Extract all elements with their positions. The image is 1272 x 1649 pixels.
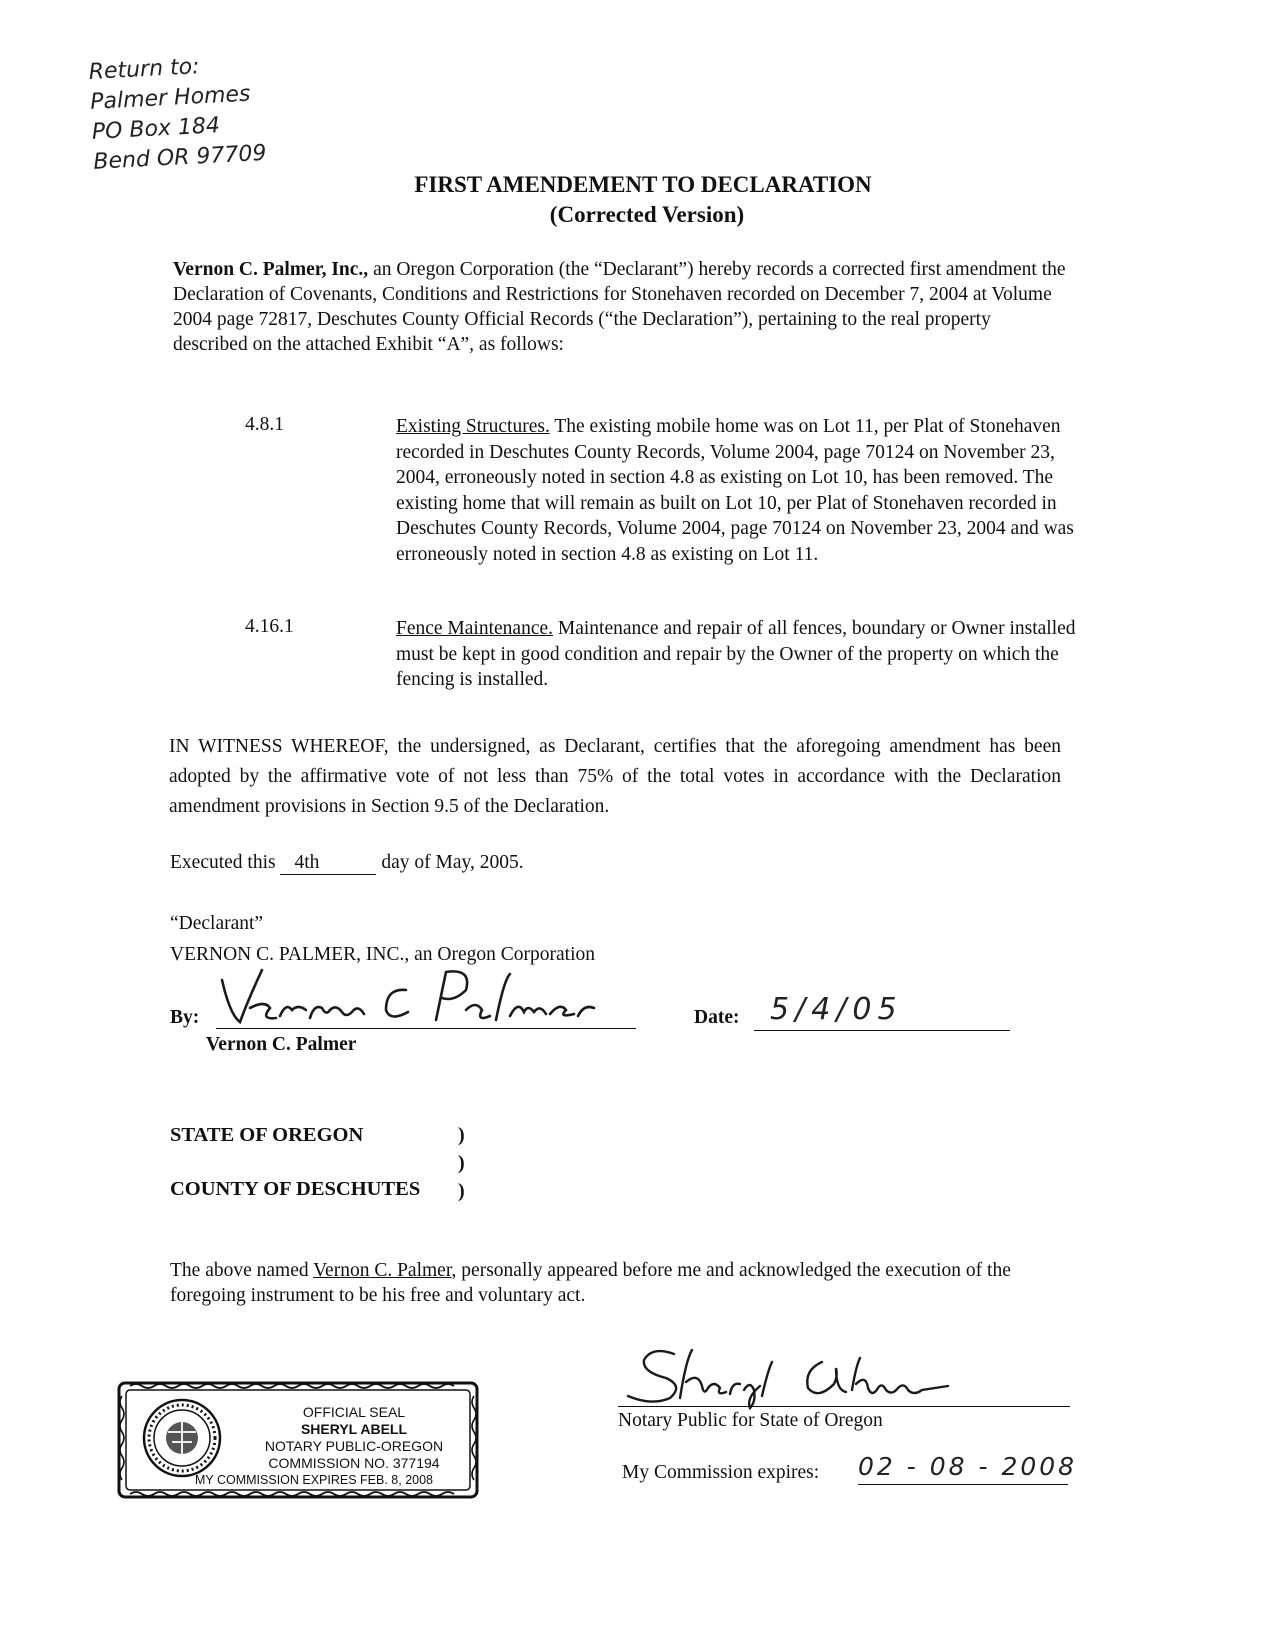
return-address-line: Bend OR 97709 xyxy=(92,140,268,175)
title-line-1: FIRST AMENDEMENT TO DECLARATION xyxy=(414,172,872,197)
intro-text: an Oregon Corporation (the “Declarant”) hereby records a corrected first amendment the Declaration of Covenants, Conditions and Restrictions for Stonehaven recorded on December 7, 2004 at Volume 2004 page 72817, Deschutes County Official Records (“the Declaration”), pertaining to the real property described on the attached Exhibit “A”, as follows: xyxy=(173,259,1066,355)
commission-label: My Commission expires: xyxy=(622,1462,820,1483)
signer-name: Vernon C. Palmer xyxy=(206,1034,357,1055)
section-body xyxy=(396,414,1076,567)
executed-day: 4th xyxy=(280,852,376,875)
notary-signature xyxy=(622,1340,962,1412)
return-address-line: PO Box 184 xyxy=(91,113,221,145)
acknowledgment-paragraph xyxy=(170,1258,1070,1308)
venue-paren: ) xyxy=(458,1152,465,1174)
document-title xyxy=(0,170,1272,230)
executed-prefix: Executed this xyxy=(170,852,281,873)
section-body xyxy=(396,616,1076,693)
venue-county: COUNTY OF DESCHUTES xyxy=(170,1178,421,1200)
seal-expiry: MY COMMISSION EXPIRES FEB. 8, 2008 xyxy=(194,1473,434,1487)
by-label: By: xyxy=(170,1007,200,1028)
date-line xyxy=(754,1030,1010,1031)
intro-paragraph xyxy=(173,257,1068,357)
acknowledgment-prefix: The above named xyxy=(170,1260,314,1281)
commission-line xyxy=(858,1484,1068,1485)
section-text: The existing mobile home was on Lot 11, per Plat of Stonehaven recorded in Deschutes County Records, Volume 2004, page 70124 on November 23, 2004, erroneously noted in section 4.8 as existing on Lot 10, has been removed. The existing home that will remain as built on Lot 10, per Plat of Stonehaven recorded in Deschutes County Records, Volume 2004, page 70124 on November 23, 2004 and was erroneously noted in section 4.8 as existing on Lot 11. xyxy=(396,416,1074,565)
acknowledged-name: Vernon C. Palmer xyxy=(313,1260,452,1281)
signature-line xyxy=(216,1028,636,1029)
seal-line: OFFICIAL SEAL xyxy=(302,1404,406,1420)
section-heading: Fence Maintenance. xyxy=(396,618,554,639)
seal-line: SHERYL ABELL xyxy=(300,1421,408,1437)
declarant-label: “Declarant” xyxy=(170,913,264,934)
executed-line xyxy=(170,852,524,875)
venue-state: STATE OF OREGON xyxy=(170,1124,364,1146)
return-address-line: Return to: xyxy=(88,54,201,85)
seal-line: NOTARY PUBLIC-OREGON xyxy=(264,1438,444,1454)
section-number: 4.8.1 xyxy=(245,414,284,435)
notary-signature-line xyxy=(618,1406,1070,1407)
venue-paren: ) xyxy=(458,1124,465,1146)
date-label: Date: xyxy=(694,1007,740,1028)
return-address xyxy=(88,49,267,178)
notary-label: Notary Public for State of Oregon xyxy=(618,1410,883,1431)
return-address-line: Palmer Homes xyxy=(89,81,252,115)
acknowledgment-suffix: , personally appeared before me and acknowledged the execution of the foregoing instrument to be his free and voluntary act. xyxy=(170,1260,1011,1306)
seal-text xyxy=(238,1404,470,1472)
seal-line: COMMISSION NO. 377194 xyxy=(268,1455,440,1471)
section-number: 4.16.1 xyxy=(245,616,294,637)
declarant-name: Vernon C. Palmer, Inc., xyxy=(173,259,369,280)
section-text: Maintenance and repair of all fences, boundary or Owner installed must be kept in good condition and repair by the Owner of the property on which the fencing is installed. xyxy=(396,618,1076,690)
section-heading: Existing Structures. xyxy=(396,416,550,437)
signature-date: 5/4/05 xyxy=(770,992,903,1027)
title-line-2: (Corrected Version) xyxy=(549,202,745,227)
executed-suffix: day of May, 2005. xyxy=(376,852,524,873)
declarant-company: VERNON C. PALMER, INC., an Oregon Corporation xyxy=(170,944,596,965)
venue-paren: ) xyxy=(458,1180,465,1202)
commission-expiry: 02 - 08 - 2008 xyxy=(858,1452,1078,1481)
witness-paragraph: IN WITNESS WHEREOF, the undersigned, as Declarant, certifies that the aforegoing amendment has been adopted by the affirmative vote of not less than 75% of the total votes in accordance with the Declaration amendment provisions in Section 9.5 of the Declaration. xyxy=(169,736,1061,817)
